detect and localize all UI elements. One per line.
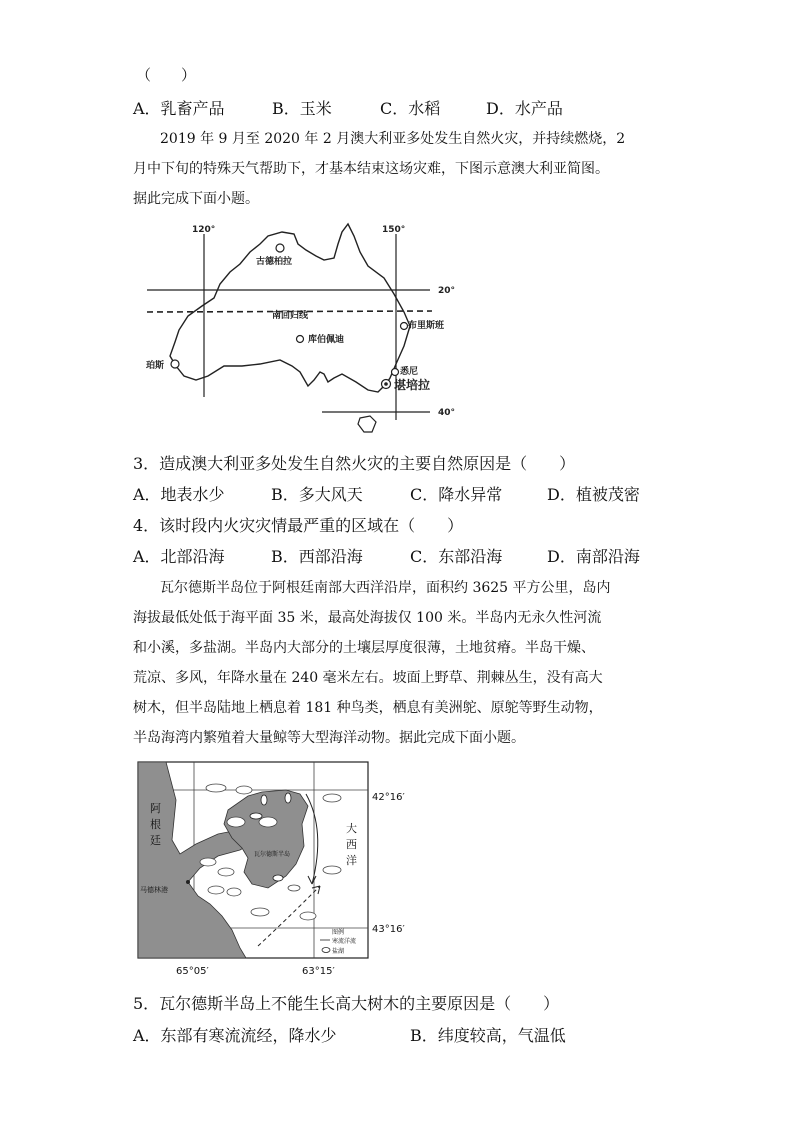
place-label: 古德柏拉 [256, 257, 293, 267]
passage-line: 树木，但半岛陆地上栖息着 181 种鸟类，栖息有美洲鸵、原鸵等野生动物， [133, 700, 603, 716]
option-c[interactable]: C．降水异常 [410, 485, 503, 504]
option-b[interactable]: B．多大风天 [271, 485, 363, 504]
passage-line: 荒凉、多风，年降水量在 240 毫米左右。坡面上野草、荆棘丛生，没有高大 [133, 670, 603, 686]
lon-label-east: 63°15′ [302, 966, 335, 977]
legend-current-label: 寒流洋流 [332, 938, 357, 945]
question-paren: （ ） [136, 66, 197, 84]
passage-line: 瓦尔德斯半岛位于阿根廷南部大西洋沿岸，面积约 3625 平方公里，岛内 [160, 580, 611, 596]
australia-map [142, 222, 472, 440]
lat-label-20: 20° [438, 286, 456, 296]
peninsula-label: 瓦尔德斯半岛 [254, 851, 291, 858]
option-c[interactable]: C．东部沿海 [410, 547, 503, 566]
passage-australia-fire [133, 124, 663, 214]
option-a: A．乳畜产品 [133, 99, 225, 118]
passage-line: 月中下旬的特殊天气帮助下，才基本结束这场灾难，下图示意澳大利亚简图。 [133, 161, 609, 177]
lon-label-150: 150° [382, 225, 406, 235]
lon-label-west: 65°05′ [176, 966, 209, 977]
country-label-3: 廷 [150, 834, 161, 847]
passage-line: 据此完成下面小题。 [133, 191, 259, 207]
option-c: C．水稻 [380, 99, 441, 118]
passage-valdes-peninsula [133, 573, 663, 753]
place-label: 珀斯 [146, 361, 165, 371]
question-5-options [133, 1023, 753, 1045]
valdes-map [136, 760, 416, 980]
question-3-options [133, 482, 753, 504]
option-b[interactable]: B．纬度较高，气温低 [410, 1026, 566, 1045]
ocean-label-2: 西 [346, 838, 357, 851]
place-label: 悉尼 [400, 367, 419, 377]
question-4-options [133, 544, 753, 566]
ocean-label-3: 洋 [346, 854, 357, 867]
lon-label-120: 120° [192, 225, 216, 235]
option-a[interactable]: A．地表水少 [133, 485, 225, 504]
country-label-2: 根 [150, 818, 161, 831]
question-5-stem: 5．瓦尔德斯半岛上不能生长高大树木的主要原因是（ ） [133, 994, 560, 1013]
lat-label-40: 40° [438, 408, 456, 418]
question-4-stem: 4．该时段内火灾灾情最严重的区域在（ ） [133, 516, 464, 535]
tropic-label: 南回归线 [272, 311, 309, 321]
legend-lake-label: 盐湖 [332, 948, 345, 955]
passage-line: 半岛海湾内繁殖着大量鲸等大型海洋动物。据此完成下面小题。 [133, 730, 525, 746]
passage-line: 2019 年 9 月至 2020 年 2 月澳大利亚多处发生自然火灾，并持续燃烧，2 [160, 131, 626, 147]
passage-line: 海拔最低处低于海平面 35 米，最高处海拔仅 100 米。半岛内无永久性河流 [133, 610, 602, 626]
option-d: D．水产品 [486, 99, 563, 118]
place-label-capital: 堪培拉 [394, 378, 431, 392]
country-label-1: 阿 [150, 802, 161, 815]
place-label: 库伯佩迪 [308, 335, 345, 345]
question-3-stem: 3．造成澳大利亚多处发生自然火灾的主要自然原因是（ ） [133, 454, 576, 473]
option-a[interactable]: A．东部有寒流流经，降水少 [133, 1026, 337, 1045]
lat-label-south: 43°16′ [372, 924, 405, 935]
option-a[interactable]: A．北部沿海 [133, 547, 225, 566]
option-d[interactable]: D．植被茂密 [547, 485, 640, 504]
legend-title: 图例 [332, 929, 345, 936]
prev-question-options [133, 96, 753, 118]
option-d[interactable]: D．南部沿海 [547, 547, 640, 566]
ocean-label-1: 大 [346, 822, 357, 835]
port-label: 马德林港 [140, 886, 168, 894]
option-b[interactable]: B．西部沿海 [271, 547, 363, 566]
lat-label-north: 42°16′ [372, 792, 405, 803]
passage-line: 和小溪，多盐湖。半岛内大部分的土壤层厚度很薄，土地贫瘠。半岛干燥、 [133, 640, 595, 656]
option-b: B．玉米 [272, 99, 332, 118]
place-label: 布里斯班 [408, 321, 445, 331]
